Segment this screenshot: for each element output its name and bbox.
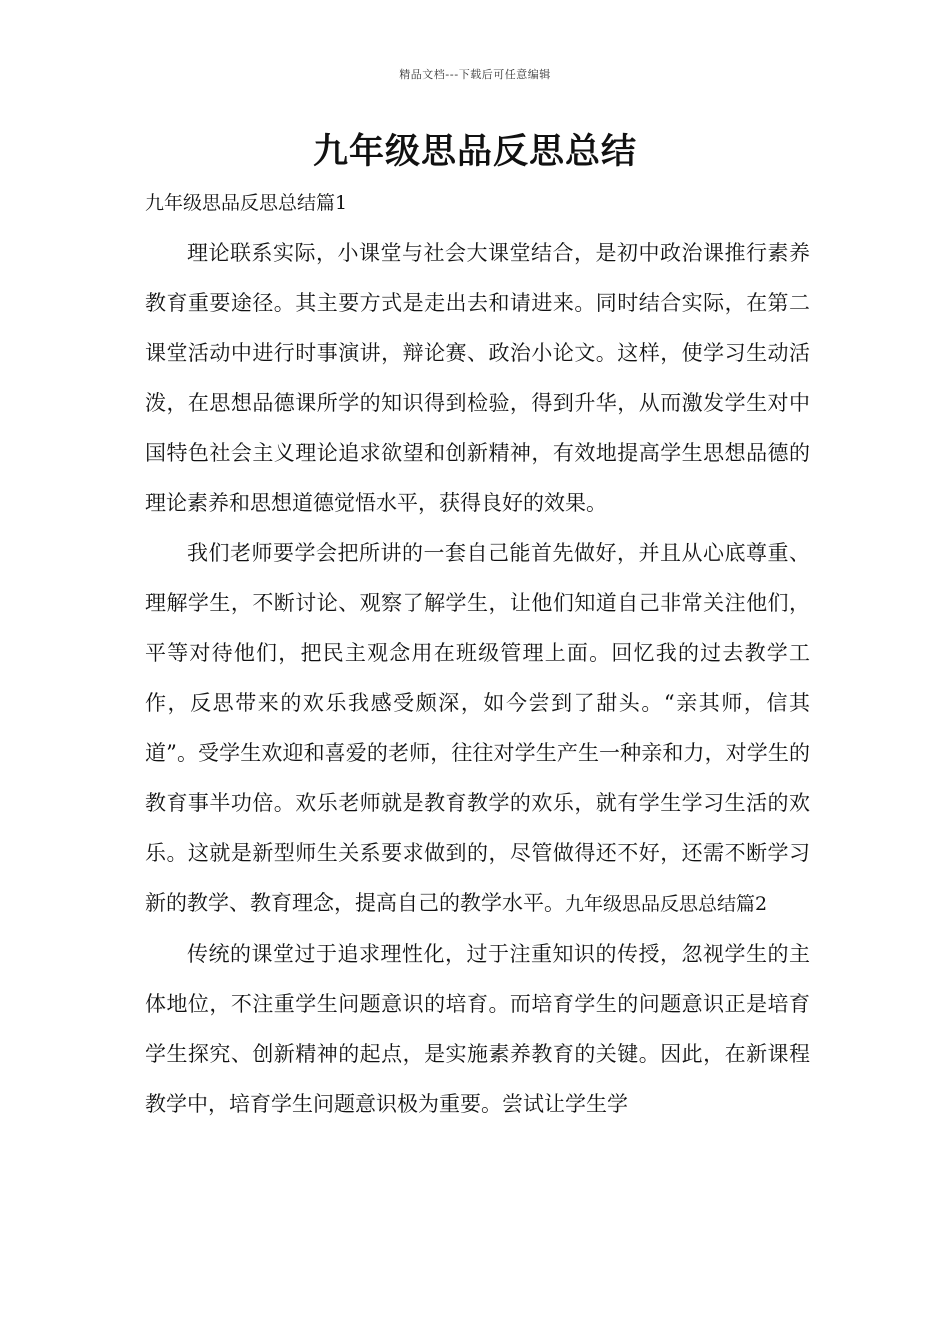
paragraph-3: 传统的课堂过于追求理性化，过于注重知识的传授，忽视学生的主体地位，不注重学生问题意识的培育。而培育学生的问题意识正是培育学生探究、创新精神的起点，是实施素养教育的关键。因此，在新课程教学中，培育学生问题意识极为重要。尝试让学生学: [145, 942, 810, 1116]
section-heading-2: 九年级思品反思总结篇2: [565, 893, 768, 915]
document-title: 九年级思品反思总结: [312, 132, 637, 172]
header-note: 精品文档---下载后可任意编辑: [399, 68, 551, 81]
paragraph-1: 理论联系实际，小课堂与社会大课堂结合，是初中政治课推行素养教育重要途径。其主要方式是走出去和请进来。同时结合实际，在第二课堂活动中进行时事演讲，辩论赛、政治小论文。这样，使学习生动活泼，在思想品德课所学的知识得到检验，得到升华，从而激发学生对中国特色社会主义理论追求欲望和创新精神，有效地提高学生思想品德的理论素养和思想道德觉悟水平，获得良好的效果。: [145, 241, 810, 515]
document-body: [145, 178, 810, 1129]
section-heading-1: 九年级思品反思总结篇1: [145, 192, 348, 214]
paragraph-2-text: 我们老师要学会把所讲的一套自己能首先做好，并且从心底尊重、理解学生，不断讨论、观察了解学生，让他们知道自己非常关注他们，平等对待他们，把民主观念用在班级管理上面。回忆我的过去教学工作，反思带来的欢乐我感受颇深，如今尝到了甜头。“亲其师，信其道”。受学生欢迎和喜爱的老师，往往对学生产生一种亲和力，对学生的教育事半功倍。欢乐老师就是教育教学的欢乐，就有学生学习生活的欢乐。这就是新型师生关系要求做到的，尽管做得还不好，还需不断学习新的教学、教育理念，提高自己的教学水平。: [145, 541, 810, 915]
paragraph-2: [145, 528, 810, 929]
